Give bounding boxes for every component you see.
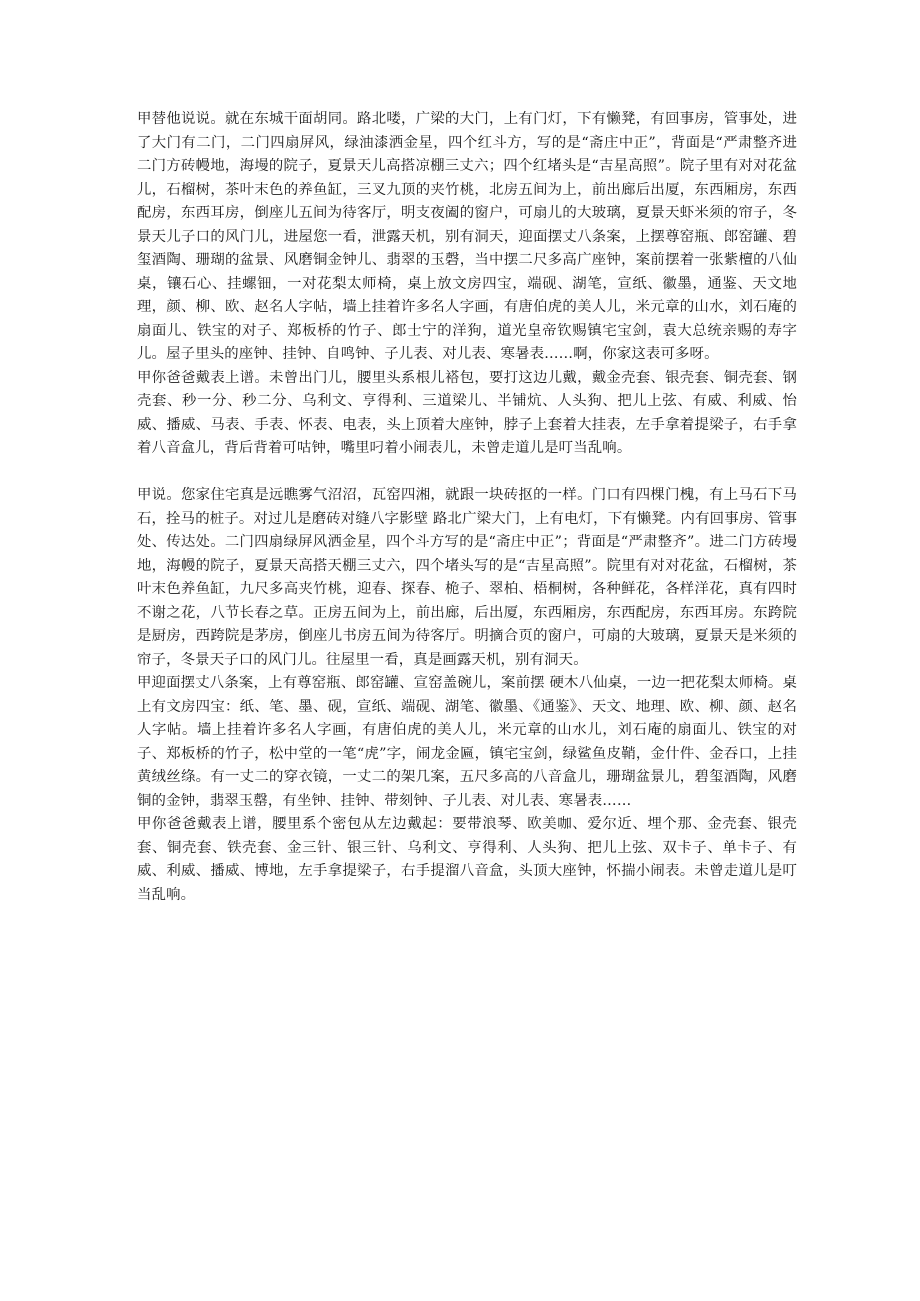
paragraph-1: 甲替他说说。就在东城干面胡同。路北喽，广梁的大门，上有门灯，下有懒凳，有回事房，管事处，进了大门有二门，二门四扇屏风，绿油漆洒金星，四个红斗方，写的是“斋庄中正”，背面是“严肃整齐进二门方砖幔地，海墁的院子，夏景天儿高搭凉棚三丈六；四个红堵头是“吉星高照”。院子里有对对花盆儿，石榴树，茶叶末色的养鱼缸，三叉九顶的夹竹桃，北房五间为上，前出廊后出厦，东西厢房，东西配房，东西耳房，倒座儿五间为待客厅，明支夜阖的窗户，可扇儿的大玻璃，夏景天虾米须的帘子，冬景天儿子口的风门儿，进屋您一看，泄露天机，别有洞天，迎面摆丈八条案，上摆尊窑瓶、郎窑罐、碧玺酒陶、珊瑚的盆景、风磨铜金钟儿、翡翠的玉磬，当中摆二尺多高广座钟，案前摆着一张紫檀的八仙桌，镶石心、挂螺钿，一对花梨太师椅，桌上放文房四宝，端砚、湖笔，宣纸、徽墨，通鉴、天文地理，颜、柳、欧、赵名人字帖，墙上挂着许多名人字画，有唐伯虎的美人儿，米元章的山水，刘石庵的扇面儿、铁宝的对子、郑板桥的竹子、郎士宁的洋狗，道光皇帝钦赐镇宅宝剑，袁大总统亲赐的寿字儿。屋子里头的座钟、挂钟、自鸣钟、子儿表、对儿表、寒暑表……啊，你家这表可多呀。 [137,111,797,362]
paragraph-gap [137,461,797,485]
paragraph-4: 甲迎面摆丈八条案，上有尊窑瓶、郎窑罐、宣窑盖碗儿，案前摆 硬木八仙桌，一边一把花梨太师椅。桌上有文房四宝：纸、笔、墨、砚，宣纸、端砚、湖笔、徽墨、《通鉴》、天文、地理、欧、柳、颜、赵名人字帖。墙上挂着许多名人字画，有唐伯虎的美人儿，米元章的山水儿，刘石庵的扇面儿、铁宝的对子、郑板桥的竹子，松中堂的一笔“虎”字，闹龙金匾，镇宅宝剑，绿鲨鱼皮鞘，金什件、金吞口，上挂黄绒丝绦。有一丈二的穿衣镜，一丈二的架几案，五尺多高的八音盒儿，珊瑚盆景儿，碧玺酒陶，风磨铜的金钟，翡翠玉罄，有坐钟、挂钟、带刻钟、子儿表、对儿表、寒暑表…… [137,675,797,809]
paragraph-5: 甲你爸爸戴表上谱，腰里系个密包从左边戴起：要带浪琴、欧美咖、爱尔近、埋个那、金壳套、银壳套、铜壳套、铁壳套、金三针、银三针、乌利文、亨得利、人头狗、把儿上弦、双卡子、单卡子、有威、利威、播威、博地，左手拿提梁子，右手提溜八音盒，头顶大座钟，怀揣小闹表。未曾走道儿是叮当乱响。 [137,816,797,903]
paragraph-2: 甲你爸爸戴表上谱。未曾出门儿，腰里头系根儿褡包，要打这边儿戴，戴金壳套、银壳套、铜壳套、钢壳套、秒一分、秒二分、乌利文、亨得利、三道梁儿、半铺炕、人头狗、把儿上弦、有威、利威、怡威、播威、马表、手表、怀表、电表，头上顶着大座钟，脖子上套着大挂表，左手拿着提梁子，右手拿着八音盒儿，背后背着可咕钟，嘴里叼着小闹表儿，未曾走道儿是叮当乱响。 [137,369,797,456]
document-page [137,108,797,907]
paragraph-3: 甲说。您家住宅真是远瞧雾气沼沼，瓦窑四湘，就跟一块砖抠的一样。门口有四棵门槐，有上马石下马石，拴马的桩子。对过儿是磨砖对缝八字影壁 路北广梁大门，上有电灯，下有懒凳。内有回事房、管事处、传达处。二门四扇绿屏风洒金星，四个斗方写的是“斋庄中正”；背面是“严肃整齐”。进二门方砖墁地，海幔的院子，夏景天高搭天棚三丈六，四个堵头写的是“吉星高照”。院里有对对花盆，石榴树，茶叶末色养鱼缸，九尺多高夹竹桃，迎春、探春、桅子、翠柏、梧桐树，各种鲜花，各样洋花，真有四时不谢之花，八节长春之草。正房五间为上，前出廊，后出厦，东西厢房，东西配房，东西耳房。东跨院是厨房，西跨院是茅房，倒座儿书房五间为待客厅。明摘合页的窗户，可扇的大玻璃，夏景天是米须的帘子，冬景天子口的风门儿。往屋里一看，真是画露天机，别有洞天。 [137,487,797,668]
